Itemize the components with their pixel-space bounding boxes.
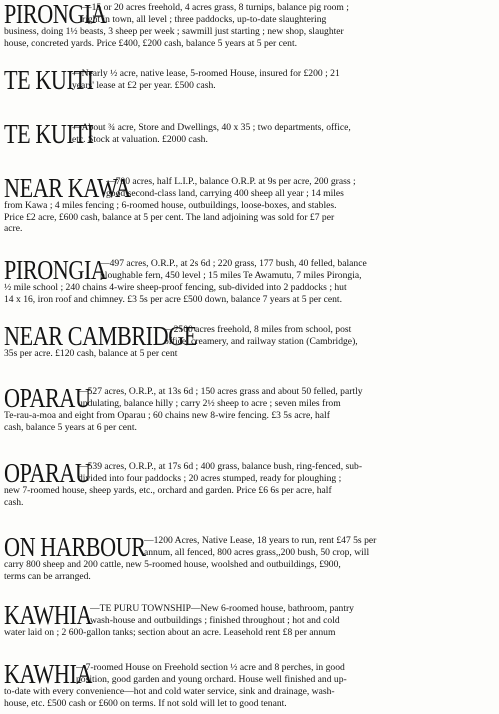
- listing-text-line: water laid on ; 2 600-gallon tanks; section about an acre. Leasehold rent £8 per annum: [4, 627, 336, 638]
- listing-description: [106, 176, 496, 199]
- listing-entry: [4, 659, 496, 709]
- listing-text-line: —15 or 20 acres freehold, 4 acres grass, 8 turnips, balance pig room ;: [82, 2, 349, 13]
- listing-text-line: right in town, all level ; three paddocks, up-to-date slaughtering: [82, 13, 327, 25]
- listing-text-line: acre.: [4, 223, 23, 235]
- listing-heading-row: [4, 659, 496, 689]
- listing-text-line: undulating, balance hilly ; carry 2½ sheep to acre ; seven miles from: [78, 397, 341, 409]
- listing-place-name: KAWHIA: [4, 659, 92, 689]
- listing-text-line: —2500 acres freehold, 8 miles from school, post: [164, 324, 352, 335]
- listing-text-line: ½ mile school ; 240 chains 4-wire sheep-proof fencing, sub-divided into 2 paddocks ; hut: [4, 282, 347, 293]
- listing-entry: [4, 2, 496, 49]
- listing-text-line: years' lease at £2 per year. £500 cash.: [72, 79, 216, 91]
- listing-entry: [4, 532, 496, 582]
- listing-place-name: TE KUITI: [4, 119, 94, 149]
- listing-text-line: wash-house and outbuildings ; finished throughout ; hot and cold: [90, 614, 340, 626]
- listing-text-line: to-date with every convenience—hot and cold water service, sink and drainage, wash-: [4, 686, 335, 697]
- listing-heading-row: [4, 65, 496, 95]
- listing-text-line: etc. Stock at valuation. £2000 cash.: [72, 133, 208, 145]
- listing-place-name: PIRONGIA: [4, 0, 107, 29]
- listing-place-name: PIRONGIA: [4, 255, 107, 285]
- listing-text-line: new 7-roomed house, sheep yards, etc., orchard and garden. Price £6 6s per acre, half: [4, 485, 332, 496]
- listing-description: [82, 2, 496, 25]
- listing-heading-row: [4, 383, 496, 413]
- listing-text-line: business, doing 1½ beasts, 3 sheep per week ; sawmill just starting ; new shop, slaughter: [4, 26, 344, 37]
- listing-description: [76, 662, 496, 685]
- listing-text-line: terms can be arranged.: [4, 570, 91, 582]
- listing-entry: [4, 173, 496, 235]
- listing-heading-row: [4, 458, 496, 488]
- listing-text-line: —700 acres, half L.I.P., balance O.R.P. at 9s per acre, 200 grass ;: [106, 176, 356, 187]
- listing-text-line: house, etc. £500 cash or £600 on terms. If not sold will let to good tenant.: [4, 697, 287, 709]
- listing-entry: [4, 255, 496, 305]
- listing-text-line: 14 x 16, iron roof and chimney. £3 5s per acre £500 down, balance 7 years at 5 per cent.: [4, 293, 342, 305]
- listing-text-line: annum, all fenced, 800 acres grass,,200 bush, 50 crop, will: [144, 546, 370, 558]
- listing-text-line: —Nearly ½ acre, native lease, 5-roomed House, insured for £200 ; 21: [72, 68, 340, 79]
- listing-text-line: Price £2 acre, £600 cash, balance at 5 per cent. The land adjoining was sold for £7 per: [4, 211, 335, 223]
- listing-text-line: from Kawa ; 4 miles fencing ; 6-roomed house, outbuildings, loose-boxes, and stables.: [4, 200, 337, 211]
- listing-description: [144, 535, 496, 558]
- listing-heading-row: [4, 255, 496, 285]
- listing-description: [78, 461, 496, 484]
- listing-entry: [4, 65, 496, 95]
- listing-text-line: divided into four paddocks ; 20 acres stumped, ready for ploughing ;: [78, 472, 342, 484]
- listing-text-line: —1200 Acres, Native Lease, 18 years to run, rent £47 5s per: [144, 535, 377, 546]
- listing-place-name: NEAR CAMBRIDGE: [4, 321, 197, 351]
- listing-place-name: OPARAU: [4, 458, 91, 488]
- listing-description: [164, 324, 496, 347]
- listing-text-line: position, good garden and young orchard. House well finished and up-: [76, 673, 347, 685]
- listing-heading-row: [4, 0, 496, 29]
- listing-text-line: —TE PURU TOWNSHIP—New 6-roomed house, bathroom, pantry: [90, 603, 354, 614]
- listing-heading-row: [4, 532, 496, 562]
- listing-place-name: KAWHIA: [4, 600, 92, 630]
- listing-text-line: office, creamery, and railway station (Cambridge),: [164, 335, 358, 347]
- listing-text-line: —About ¾ acre, Store and Dwellings, 40 x 35 ; two departments, office,: [72, 122, 351, 133]
- listing-text-line: carry 800 sheep and 200 cattle, new 5-roomed house, woolshed and outbuildings, £900,: [4, 559, 341, 570]
- listing-text-line: good second-class land, carrying 400 sheep all year ; 14 miles: [106, 187, 344, 199]
- listing-text-line: ploughable fern, 450 level ; 15 miles Te Awamutu, 7 miles Pirongia,: [100, 269, 362, 281]
- listing-text-line: cash, balance 5 years at 6 per cent.: [4, 421, 137, 433]
- listing-description: [90, 603, 496, 626]
- listing-place-name: ON HARBOUR: [4, 532, 146, 562]
- listing-heading-row: [4, 119, 496, 149]
- listing-text-line: 35s per acre. £120 cash, balance at 5 per cent: [4, 348, 178, 359]
- listing-place-name: NEAR KAWA: [4, 173, 131, 203]
- listing-text-line: cash.: [4, 496, 24, 508]
- listing-text-line: —527 acres, O.R.P., at 13s 6d ; 150 acres grass and about 50 felled, partly: [78, 386, 363, 397]
- listing-place-name: OPARAU: [4, 383, 91, 413]
- listing-heading-row: [4, 173, 496, 203]
- listing-place-name: TE KUITI: [4, 65, 94, 95]
- listing-text-line: —7-roomed House on Freehold section ½ acre and 8 perches, in good: [76, 662, 345, 673]
- listing-text-line: —539 acres, O.R.P., at 17s 6d ; 400 grass, balance bush, ring-fenced, sub-: [78, 461, 363, 472]
- listing-description: [78, 386, 496, 409]
- listing-description: [72, 68, 496, 91]
- listing-text-line: Te-rau-a-moa and eight from Oparau ; 60 chains new 8-wire fencing. £3 5s acre, half: [4, 410, 330, 421]
- listing-text-line: —497 acres, O.R.P., at 2s 6d ; 220 grass, 177 bush, 40 felled, balance: [100, 258, 367, 269]
- listing-entry: [4, 383, 496, 433]
- listing-heading-row: [4, 600, 496, 630]
- listing-entry: [4, 321, 496, 360]
- listing-entry: [4, 600, 496, 639]
- listing-heading-row: [4, 321, 496, 351]
- listing-description: [100, 258, 496, 281]
- listing-description: [72, 122, 496, 145]
- listing-text-line: house, concreted yards. Price £400, £200 cash, balance 5 years at 5 per cent.: [4, 37, 298, 49]
- listing-entry: [4, 119, 496, 149]
- listing-entry: [4, 458, 496, 508]
